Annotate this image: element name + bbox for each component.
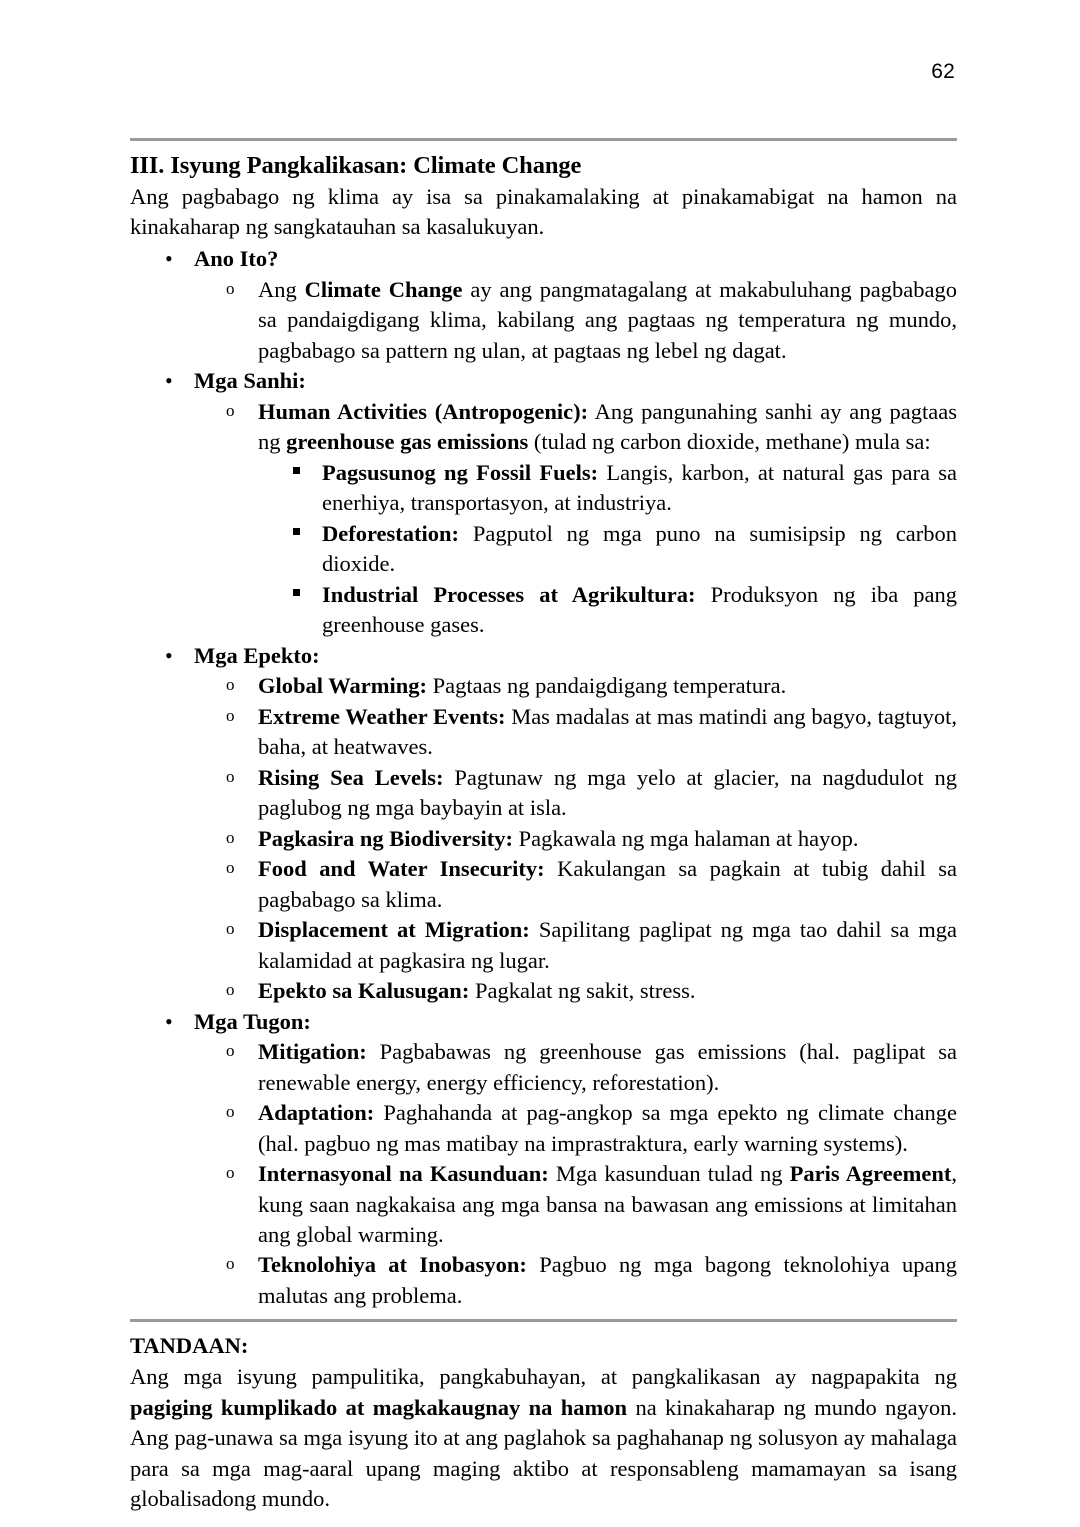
- bullet-square-icon: [293, 528, 300, 535]
- bullet-circle-icon: o: [226, 705, 235, 725]
- bottom-divider: [130, 1319, 957, 1322]
- item-lead: Extreme Weather Events:: [258, 703, 506, 729]
- list-item: [130, 1007, 957, 1312]
- item-text: [258, 854, 957, 915]
- bullet-square-icon: [293, 589, 300, 596]
- item-lead: Displacement at Migration:: [258, 917, 530, 943]
- item-text: [258, 763, 957, 824]
- item-body: Pagputol ng mga puno na sumisipsip ng carbon dioxide.: [322, 520, 957, 577]
- list-item: [194, 397, 957, 641]
- list-item: [194, 915, 957, 976]
- item-body: Pagkawala ng mga halaman at hayop.: [513, 825, 859, 851]
- tandaan-part-b: na kinakaharap ng mundo ngayon. Ang pag-unawa sa mga isyung ito at ang paglahok sa paghahanap ng solusyon ay mahalaga para sa mga mag-aaral upang maging aktibo at responsableng mamamayan sa isang globalisadong mundo.: [130, 1394, 957, 1512]
- bullet-disc-icon: •: [165, 1008, 173, 1034]
- page-number: 62: [931, 60, 955, 83]
- item-body: Langis, karbon, at natural gas para sa enerhiya, transportasyon, at industriya.: [322, 459, 958, 516]
- group-label: Mga Sanhi:: [194, 368, 306, 394]
- section-intro: Ang pagbabago ng klima ay isa sa pinakamalaking at pinakamabigat na hamon na kinakaharap ng sangkatauhan sa kasalukuyan.: [130, 183, 957, 240]
- tandaan-heading: TANDAAN:: [130, 1333, 249, 1359]
- item-lead: Industrial Processes at Agrikultura:: [322, 581, 696, 607]
- item-text: [322, 580, 957, 641]
- item-text: [258, 702, 957, 763]
- sublist: [194, 1037, 957, 1311]
- item-text-b: , kung saan nagkakaisa ang mga bansa na bawasan ang emissions at limitahan ang global warming.: [258, 1161, 957, 1247]
- group-label: Mga Tugon:: [194, 1008, 311, 1034]
- item-body: Produksyon ng iba pang greenhouse gases.: [322, 581, 957, 638]
- bullet-circle-icon: o: [226, 400, 235, 420]
- item-lead: Teknolohiya at Inobasyon:: [258, 1252, 527, 1278]
- item-bold-inline: greenhouse gas emissions: [286, 429, 529, 455]
- list-item: [194, 1098, 957, 1159]
- item-body: Paghahanda at pag-angkop sa mga epekto ng climate change (hal. pagbuo ng mas matibay na imprastraktura, early warning systems).: [258, 1100, 957, 1156]
- item-text: [258, 1159, 957, 1250]
- group-label: Mga Epekto:: [194, 642, 320, 668]
- list-item: [258, 519, 957, 580]
- item-body: Sapilitang paglipat ng mga tao dahil sa mga kalamidad at pagkasira ng lugar.: [258, 917, 957, 973]
- item-body: Pagkalat ng sakit, stress.: [469, 978, 696, 1004]
- list-item: [130, 366, 957, 640]
- bullet-circle-icon: o: [226, 1254, 235, 1274]
- item-text: [258, 275, 957, 366]
- item-lead: Internasyonal na Kasunduan:: [258, 1161, 549, 1187]
- bullet-disc-icon: •: [165, 368, 173, 394]
- bullet-circle-icon: o: [226, 858, 235, 878]
- list-item: [194, 976, 957, 1006]
- list-item: [194, 824, 957, 854]
- item-lead: Pagkasira ng Biodiversity:: [258, 825, 514, 851]
- item-lead: Human Activities (Antropogenic):: [258, 398, 589, 424]
- item-text: [258, 1098, 957, 1159]
- list-item: [194, 1037, 957, 1098]
- page-title: III. Isyung Pangkalikasan: Climate Change: [130, 152, 582, 179]
- sublist: [194, 671, 957, 1006]
- tandaan-bold-inline: pagiging kumplikado at magkakaugnay na hamon: [130, 1394, 628, 1420]
- item-text: [258, 824, 957, 854]
- item-body: Pagtunaw ng mga yelo at glacier, na nagdudulot ng paglubog ng mga baybayin at isla.: [258, 764, 957, 821]
- item-text-a: Ang pangunahing sanhi ay ang pagtaas ng: [258, 398, 958, 455]
- list-item: [258, 458, 957, 519]
- item-body: Kakulangan sa pagkain at tubig dahil sa pagbabago sa klima.: [258, 856, 957, 912]
- top-divider: [130, 138, 957, 141]
- item-body: Pagtaas ng pandaigdigang temperatura.: [426, 673, 787, 699]
- item-rest: ay ang pangmatagalang at makabuluhang pagbabago sa pandaigdigang klima, kabilang ang pagtaas ng temperatura ng mundo, pagbabago sa pattern ng ulan, at pagtaas ng lebel ng dagat.: [258, 276, 957, 363]
- list-item: [194, 763, 957, 824]
- item-body: Pagbabawas ng greenhouse gas emissions (hal. paglipat sa renewable energy, energy efficiency, reforestation).: [258, 1039, 957, 1095]
- item-lead: Global Warming:: [258, 673, 427, 699]
- list-item: [130, 244, 957, 366]
- list-item: [194, 671, 957, 701]
- item-text: [258, 1250, 957, 1311]
- group-label: Ano Ito?: [194, 246, 279, 272]
- sublist: [194, 275, 957, 366]
- item-lead: Mitigation:: [258, 1039, 367, 1065]
- bullet-circle-icon: o: [226, 1102, 235, 1122]
- item-text: [322, 519, 957, 580]
- item-lead: Rising Sea Levels:: [258, 764, 444, 790]
- item-lead: Adaptation:: [258, 1100, 375, 1126]
- bullet-disc-icon: •: [165, 642, 173, 668]
- list-item: [194, 275, 957, 366]
- list-item: [194, 1250, 957, 1311]
- item-text: [258, 397, 957, 458]
- item-text: [258, 671, 957, 701]
- bullet-circle-icon: o: [226, 278, 235, 298]
- item-body: Mas madalas at mas matindi ang bagyo, tagtuyot, baha, at heatwaves.: [258, 703, 957, 760]
- bullet-disc-icon: •: [165, 246, 173, 272]
- bullet-circle-icon: o: [226, 919, 235, 939]
- item-lead: Food and Water Insecurity:: [258, 856, 545, 882]
- item-lead: Epekto sa Kalusugan:: [258, 978, 470, 1004]
- item-bold-inline: Climate Change: [304, 276, 463, 302]
- list-item: [194, 1159, 957, 1250]
- item-text: [258, 976, 957, 1006]
- item-text-a: Mga kasunduan tulad ng: [548, 1161, 790, 1187]
- bullet-circle-icon: o: [226, 980, 235, 1000]
- list-item: [194, 702, 957, 763]
- bullet-circle-icon: o: [226, 1041, 235, 1061]
- bullet-circle-icon: o: [226, 766, 235, 786]
- item-body: Pagbuo ng mga bagong teknolohiya upang malutas ang problema.: [258, 1252, 957, 1308]
- bullet-circle-icon: o: [226, 675, 235, 695]
- item-lead: Deforestation:: [322, 520, 460, 546]
- list-item: [258, 580, 957, 641]
- item-text: [322, 458, 957, 519]
- tandaan-body: [130, 1362, 957, 1515]
- item-prefix: Ang: [258, 276, 305, 302]
- item-lead: Pagsusunog ng Fossil Fuels:: [322, 459, 599, 485]
- bullet-circle-icon: o: [226, 827, 235, 847]
- outline-list: [130, 244, 957, 1311]
- item-text: [258, 1037, 957, 1098]
- list-item: [194, 854, 957, 915]
- sublist: [194, 397, 957, 641]
- item-text: [258, 915, 957, 976]
- item-bold-inline: Paris Agreement: [789, 1161, 952, 1187]
- bullet-square-icon: [293, 467, 300, 474]
- subsublist: [258, 458, 957, 641]
- page-content: [130, 138, 957, 1515]
- item-text-b: (tulad ng carbon dioxide, methane) mula sa:: [528, 429, 931, 455]
- list-item: [130, 641, 957, 1007]
- bullet-circle-icon: o: [226, 1163, 235, 1183]
- tandaan-part-a: Ang mga isyung pampulitika, pangkabuhayan, at pangkalikasan ay nagpapakita ng: [130, 1364, 957, 1390]
